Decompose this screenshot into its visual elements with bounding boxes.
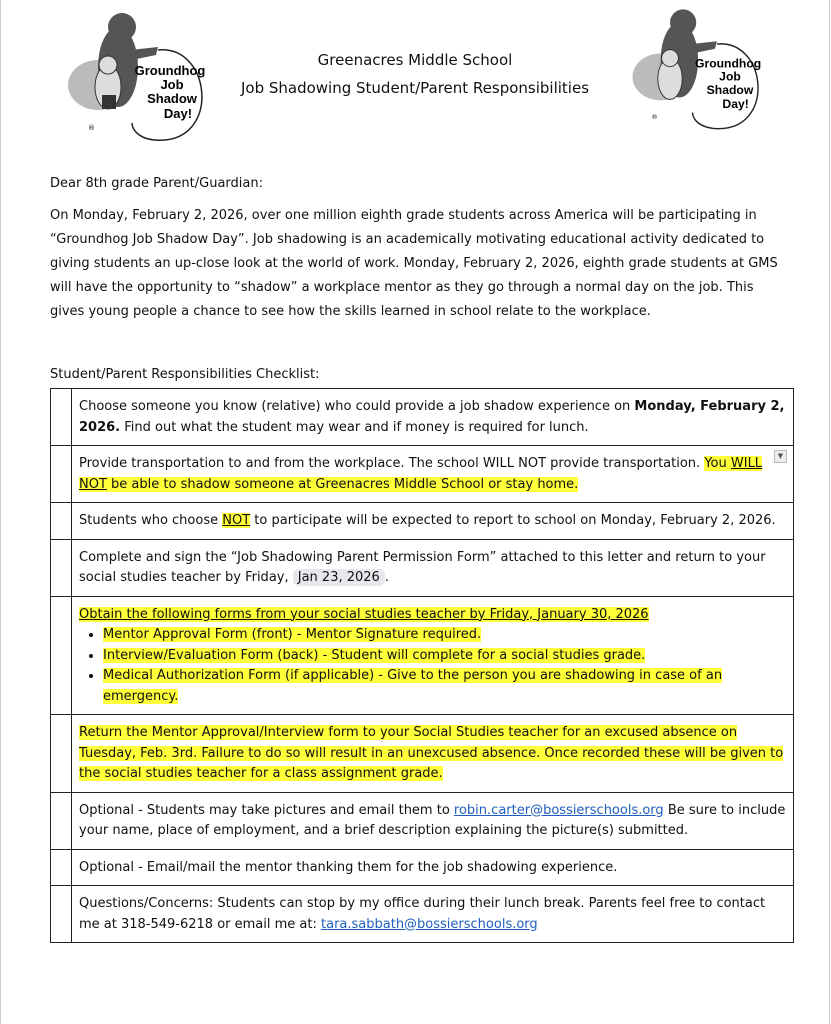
svg-text:Day!: Day!	[722, 96, 749, 111]
svg-text:Job: Job	[160, 77, 184, 92]
forms-list	[79, 625, 789, 707]
row-text: Complete and sign the “Job Shadowing Parent Permission Form” attached to this letter and return to your social studies teacher by Friday, Jan 23, 2026 .	[72, 539, 794, 596]
email-link-robin[interactable]: robin.carter@bossierschools.org	[453, 802, 664, 818]
groundhog-logo-left	[60, 5, 220, 145]
check-cell[interactable]	[51, 596, 72, 715]
table-row	[51, 539, 794, 596]
row-text: Optional - Students may take pictures and email them to robin.carter@bossierschools.org Be sure to include your name, place of employment, and a brief description explaining the picture(s) submitted.	[72, 792, 794, 849]
date-chip[interactable]: Jan 23, 2026	[293, 569, 385, 586]
document-title: Job Shadowing Student/Parent Responsibilities	[240, 79, 590, 97]
email-link-tara[interactable]: tara.sabbath@bossierschools.org	[321, 916, 538, 932]
check-cell[interactable]	[51, 389, 72, 446]
table-row	[51, 389, 794, 446]
check-cell[interactable]	[51, 446, 72, 503]
row-text: Choose someone you know (relative) who could provide a job shadow experience on Monday, February 2, 2026. Find out what the student may wear and if money is required for lunch.	[72, 389, 794, 446]
page-edge-left	[0, 0, 1, 1024]
check-cell[interactable]	[51, 792, 72, 849]
table-row	[51, 596, 794, 715]
svg-text:Day!: Day!	[163, 106, 193, 121]
table-row	[51, 715, 794, 793]
list-item: • Medical Authorization Form (if applicable) - Give to the person you are shadowing in case of an emergency.	[103, 666, 789, 707]
check-cell[interactable]	[51, 849, 72, 886]
row-text: Students who choose NOT to participate will be expected to report to school on Monday, February 2, 2026.	[72, 503, 794, 540]
dropdown-arrow-icon[interactable]: ▼	[774, 450, 787, 463]
school-name: Greenacres Middle School	[317, 51, 513, 69]
svg-text:Job: Job	[719, 69, 741, 84]
table-row	[51, 503, 794, 540]
table-row	[51, 886, 794, 943]
salutation: Dear 8th grade Parent/Guardian:	[50, 176, 263, 191]
check-cell[interactable]	[51, 503, 72, 540]
table-row	[51, 792, 794, 849]
row-text: Obtain the following forms from your social studies teacher by Friday, January 30, 2026 • Mentor Approval Form (front) - Mentor Signature required. • Interview/Evaluation Form (back) - Student will complete for a social studies grade. • Medical Authorization Form (if applicable) - Give to the person you are shadowing in case of an emergency.	[72, 596, 794, 715]
table-row	[51, 446, 794, 503]
list-item: • Interview/Evaluation Form (back) - Student will complete for a social studies grade.	[103, 646, 789, 667]
svg-text:®: ®	[651, 113, 658, 122]
list-item: • Mentor Approval Form (front) - Mentor Signature required.	[103, 625, 789, 646]
row-text: Return the Mentor Approval/Interview form to your Social Studies teacher for an excused absence on Tuesday, Feb. 3rd. Failure to do so will result in an unexcused absence. Once recorded these will be given to the social studies teacher for a class assignment grade.	[72, 715, 794, 793]
groundhog-logo-right	[625, 0, 775, 135]
checklist-label: Student/Parent Responsibilities Checklist:	[50, 367, 320, 382]
svg-text:®: ®	[88, 124, 95, 132]
svg-text:Groundhog: Groundhog	[134, 63, 206, 78]
check-cell[interactable]	[51, 886, 72, 943]
row-text: Optional - Email/mail the mentor thanking them for the job shadowing experience.	[72, 849, 794, 886]
table-row	[51, 849, 794, 886]
row-text: Provide transportation to and from the workplace. The school WILL NOT provide transportation. You WILL NOT be able to shadow someone at Greenacres Middle School or stay home. ▼	[72, 446, 794, 503]
intro-paragraph: On Monday, February 2, 2026, over one million eighth grade students across America will be participating in “Groundhog Job Shadow Day”. Job shadowing is an academically motivating educational activity dedicated to giving students an up-close look at the world of work. Monday, February 2, 2026, eighth grade students at GMS will have the opportunity to “shadow” a workplace mentor as they go through a normal day on the job. This gives young people a chance to see how the skills learned in school relate to the workplace.	[50, 208, 778, 319]
check-cell[interactable]	[51, 715, 72, 793]
row-text: Questions/Concerns: Students can stop by my office during their lunch break. Parents feel free to contact me at 318-549-6218 or email me at: tara.sabbath@bossierschools.org	[72, 886, 794, 943]
svg-text:Shadow: Shadow	[706, 82, 754, 97]
svg-text:Groundhog: Groundhog	[694, 56, 762, 71]
checklist-table	[50, 388, 794, 943]
svg-text:Shadow: Shadow	[147, 91, 197, 106]
check-cell[interactable]	[51, 539, 72, 596]
page-edge-right	[829, 0, 830, 1024]
